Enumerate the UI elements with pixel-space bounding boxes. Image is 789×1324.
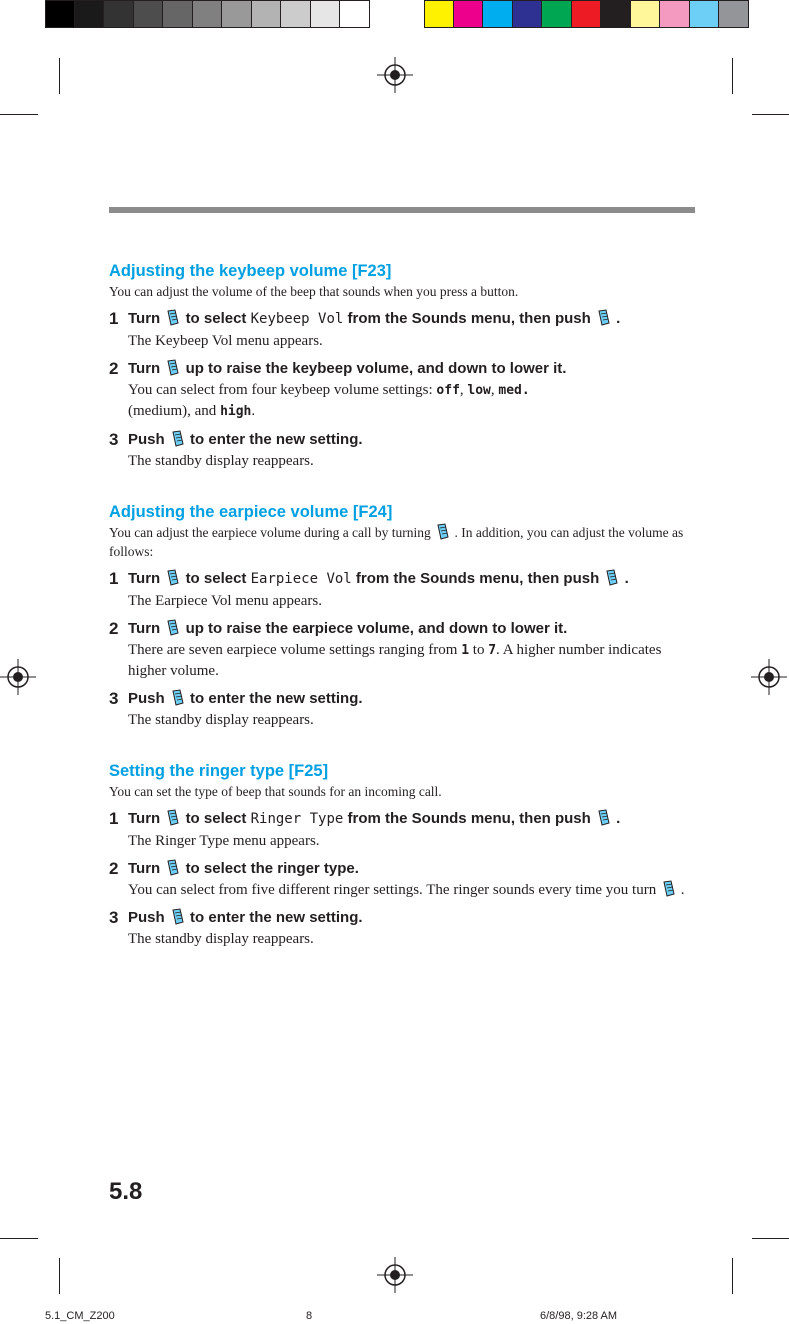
- section-intro: You can set the type of beep that sounds for an incoming call.: [109, 784, 442, 799]
- instr-text: to enter the new setting.: [190, 690, 363, 707]
- step: [109, 807, 699, 851]
- color-swatch: [719, 0, 749, 28]
- instr-text: from the Sounds menu, then push: [347, 310, 591, 327]
- jog-dial-icon: [166, 619, 179, 636]
- color-swatch: [660, 0, 690, 28]
- step-description: The Keybeep Vol menu appears.: [128, 333, 323, 349]
- gray-swatch: [193, 0, 223, 28]
- instr-text: to select: [185, 810, 247, 827]
- section-keybeep-volume: [109, 260, 699, 471]
- crop-mark-top-right-v: [732, 58, 733, 94]
- step-description: [128, 640, 699, 681]
- desc-text: . A higher number indicates higher volume.: [128, 642, 662, 679]
- desc-text: (medium), and: [128, 403, 217, 419]
- desc-text: You can select from four keybeep volume settings:: [128, 382, 433, 398]
- instr-text: Turn: [128, 360, 161, 377]
- crop-mark-top-right-h: [752, 114, 789, 115]
- step-number: 3: [109, 430, 119, 449]
- step-description: [128, 380, 699, 422]
- jog-dial-icon: [166, 309, 179, 326]
- process-color-bar: [424, 0, 749, 28]
- lcd-option: off: [436, 383, 460, 398]
- step-description: The standby display reappears.: [128, 712, 314, 728]
- step-instruction: [128, 807, 699, 831]
- step-description: The Earpiece Vol menu appears.: [128, 593, 322, 609]
- crop-mark-bottom-right-v: [732, 1258, 733, 1294]
- instr-text: from the Sounds menu, then push: [355, 570, 600, 587]
- desc-text: You can select from five different ringer settings. The ringer sounds every time you turn: [128, 882, 657, 898]
- step-number: 2: [109, 619, 119, 638]
- registration-mark-icon: [377, 1257, 413, 1293]
- desc-text: to: [472, 642, 485, 658]
- gray-swatch: [281, 0, 311, 28]
- gray-swatch: [134, 0, 164, 28]
- desc-text: ,: [490, 382, 495, 398]
- slug-page: 8: [306, 1310, 313, 1322]
- section-earpiece-volume: [109, 501, 699, 730]
- lcd-value: 7: [488, 643, 497, 658]
- step-description: The standby display reappears.: [128, 931, 314, 947]
- step: [109, 857, 699, 900]
- instr-text: .: [616, 810, 621, 827]
- step-number: 1: [109, 809, 119, 828]
- step: [109, 357, 699, 422]
- instr-text: to enter the new setting.: [190, 431, 363, 448]
- instr-text: to enter the new setting.: [190, 909, 363, 926]
- step-description: The Ringer Type menu appears.: [128, 833, 320, 849]
- jog-dial-icon: [171, 689, 184, 706]
- instr-text: Turn: [128, 310, 161, 327]
- color-swatch: [424, 0, 454, 28]
- step-instruction: [128, 307, 699, 331]
- section-heading: Adjusting the keybeep volume [F23]: [109, 262, 392, 280]
- step-number: 2: [109, 359, 119, 378]
- gray-swatch: [163, 0, 193, 28]
- step-instruction: [128, 687, 699, 710]
- section-intro: You can adjust the volume of the beep that sounds when you press a button.: [109, 284, 519, 299]
- crop-mark-bottom-left-h: [0, 1238, 38, 1239]
- jog-dial-icon: [436, 523, 449, 540]
- step-instruction: [128, 857, 699, 880]
- desc-text: There are seven earpiece volume settings ranging from: [128, 642, 458, 658]
- registration-mark-icon: [377, 57, 413, 93]
- instr-text: Push: [128, 690, 165, 707]
- gray-swatch: [311, 0, 341, 28]
- section-heading: Adjusting the earpiece volume [F24]: [109, 503, 393, 521]
- instr-text: to select: [185, 310, 247, 327]
- lcd-menu-label: Keybeep Vol: [250, 311, 344, 327]
- step: [109, 428, 699, 471]
- step-description: The standby display reappears.: [128, 453, 314, 469]
- instr-text: Turn: [128, 570, 161, 587]
- step-number: 2: [109, 859, 119, 878]
- jog-dial-icon: [171, 908, 184, 925]
- lcd-menu-label: Earpiece Vol: [250, 571, 352, 587]
- instr-text: from the Sounds menu, then push: [347, 810, 591, 827]
- color-swatch: [690, 0, 720, 28]
- instr-text: Push: [128, 431, 165, 448]
- step-description: [128, 880, 699, 900]
- main-content: [109, 260, 699, 979]
- lcd-option: low: [467, 383, 491, 398]
- gray-swatch: [75, 0, 105, 28]
- step: [109, 906, 699, 949]
- desc-text: .: [680, 882, 685, 898]
- gray-swatch: [222, 0, 252, 28]
- instr-text: .: [616, 310, 621, 327]
- jog-dial-icon: [605, 569, 618, 586]
- jog-dial-icon: [166, 809, 179, 826]
- instr-text: Push: [128, 909, 165, 926]
- step-instruction: [128, 428, 699, 451]
- step-number: 1: [109, 569, 119, 588]
- registration-mark-icon: [751, 659, 787, 695]
- lcd-option: high: [220, 404, 252, 419]
- color-swatch: [572, 0, 602, 28]
- instr-text: up to raise the keybeep volume, and down to lower it.: [185, 360, 567, 377]
- header-rule: [109, 207, 695, 213]
- crop-mark-top-left-v: [59, 58, 60, 94]
- step-number: 3: [109, 908, 119, 927]
- step-instruction: [128, 906, 699, 929]
- jog-dial-icon: [166, 859, 179, 876]
- crop-mark-top-left-h: [0, 114, 38, 115]
- slug-date: 6/8/98, 9:28 AM: [540, 1310, 618, 1322]
- registration-mark-icon: [0, 659, 36, 695]
- step-number: 3: [109, 689, 119, 708]
- color-swatch: [601, 0, 631, 28]
- instr-text: Turn: [128, 860, 161, 877]
- gray-color-bar: [45, 0, 370, 28]
- color-swatch: [513, 0, 543, 28]
- instr-text: up to raise the earpiece volume, and down to lower it.: [185, 620, 568, 637]
- step: [109, 567, 699, 611]
- page-number: 5.8: [109, 1178, 143, 1205]
- crop-mark-bottom-left-v: [59, 1258, 60, 1294]
- intro-text: You can adjust the earpiece volume during a call by turning: [109, 525, 431, 540]
- gray-swatch: [340, 0, 370, 28]
- color-swatch: [631, 0, 661, 28]
- lcd-option: med.: [498, 383, 530, 398]
- instr-text: Turn: [128, 810, 161, 827]
- step: [109, 687, 699, 730]
- color-swatch: [483, 0, 513, 28]
- jog-dial-icon: [597, 309, 610, 326]
- lcd-menu-label: Ringer Type: [250, 811, 344, 827]
- step: [109, 307, 699, 351]
- section-heading: Setting the ringer type [F25]: [109, 762, 329, 780]
- jog-dial-icon: [166, 569, 179, 586]
- lcd-value: 1: [461, 643, 470, 658]
- jog-dial-icon: [166, 359, 179, 376]
- section-intro: [109, 523, 699, 561]
- jog-dial-icon: [171, 430, 184, 447]
- gray-swatch: [252, 0, 282, 28]
- color-swatch: [542, 0, 572, 28]
- step-instruction: [128, 357, 699, 380]
- gray-swatch: [104, 0, 134, 28]
- desc-text: .: [251, 403, 256, 419]
- intro-text: . In addition, you can adjust the volume as follows:: [109, 525, 684, 559]
- step-instruction: [128, 567, 699, 591]
- desc-text: ,: [459, 382, 464, 398]
- instr-text: to select the ringer type.: [185, 860, 359, 877]
- instr-text: Turn: [128, 620, 161, 637]
- jog-dial-icon: [597, 809, 610, 826]
- step-instruction: [128, 617, 699, 640]
- step-number: 1: [109, 309, 119, 328]
- instr-text: to select: [185, 570, 247, 587]
- crop-mark-bottom-right-h: [752, 1238, 789, 1239]
- slug-filename: 5.1_CM_Z200: [45, 1310, 115, 1322]
- instr-text: .: [624, 570, 629, 587]
- section-ringer-type: [109, 760, 699, 949]
- jog-dial-icon: [662, 880, 675, 897]
- gray-swatch: [45, 0, 75, 28]
- color-swatch: [454, 0, 484, 28]
- step: [109, 617, 699, 681]
